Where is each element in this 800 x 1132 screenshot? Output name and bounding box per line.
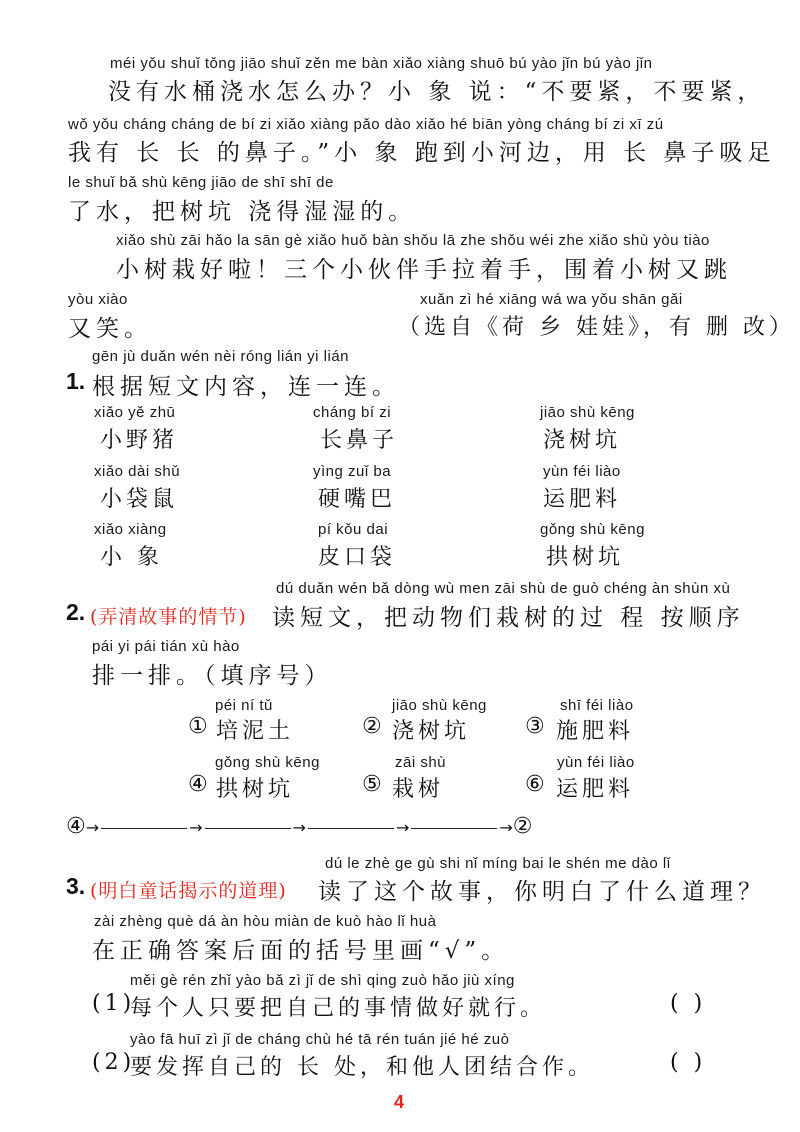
q2-option: 拱树坑 [216, 777, 295, 802]
q1-item-pinyin: yùn féi liào [543, 463, 621, 480]
q3-number: 3. [66, 873, 86, 899]
story-line5-pinyin: yòu xiào [68, 291, 128, 308]
q3-choice-bracket[interactable]: ( ) [670, 991, 707, 1016]
q2-number: 2. [66, 599, 86, 625]
q3-choice-label: (1) [92, 991, 136, 1016]
q2-option-pinyin: zāi shù [395, 754, 447, 771]
story-line2: 我有 长 长 的鼻子。”小 象 跑到小河边，用 长 鼻子吸足 [68, 140, 776, 166]
q2-option: 运肥料 [556, 777, 635, 802]
q2-text-line2: 排一排。（填序号） [92, 663, 333, 689]
q2-option: 浇树坑 [392, 719, 471, 744]
page-number: 4 [394, 1092, 405, 1112]
sequence-blank[interactable] [411, 828, 497, 829]
q1-item[interactable]: 小 象 [100, 545, 163, 570]
q1-item[interactable]: 小袋鼠 [100, 487, 179, 512]
story-line1-pinyin: méi yǒu shuǐ tǒng jiāo shuǐ zěn me bàn xiǎo xiàng shuō bú yào jǐn bú yào jǐn [110, 55, 653, 72]
story-line1: 没有水桶浇水怎么办？小 象 说：“不要紧，不要紧， [108, 79, 766, 105]
q3-text-line2: 在正确答案后面的括号里画“√”。 [92, 938, 510, 964]
q2-text-line1: 读短文，把动物们栽树的过 程 按顺序 [272, 605, 745, 631]
q1-item-pinyin: gǒng shù kēng [540, 521, 645, 538]
q2-tag: (弄清故事的情节) [90, 606, 247, 628]
q2-option: 施肥料 [556, 719, 635, 744]
q1-item-pinyin: xiǎo dài shǔ [94, 463, 181, 480]
q1-item[interactable]: 皮口袋 [318, 545, 397, 570]
q1-item-pinyin: pí kǒu dai [318, 521, 389, 538]
q1-number: 1. [66, 368, 86, 394]
arrow-icon: → [292, 818, 306, 837]
q3-choice-label: (2) [92, 1050, 136, 1075]
source-pinyin: xuǎn zì hé xiāng wá wa yǒu shān gǎi [420, 291, 683, 308]
q1-text: 根据短文内容，连一连。 [92, 374, 400, 400]
sequence-blank[interactable] [101, 828, 187, 829]
q1-item[interactable]: 浇树坑 [543, 428, 622, 453]
q2-option-mark: ② [362, 714, 382, 739]
q2-pinyin-line1: dú duǎn wén bǎ dòng wù men zāi shù de guò chéng àn shùn xù [276, 580, 731, 597]
q1-item[interactable]: 小野猪 [100, 428, 179, 453]
q3-choice-text: 每个人只要把自己的事情做好就行。 [130, 996, 547, 1021]
q2-option-mark: ① [188, 714, 208, 739]
story-line3-pinyin: le shuǐ bǎ shù kēng jiāo de shī shī de [68, 174, 334, 191]
q2-option: 培泥土 [216, 719, 295, 744]
story-line5: 又笑。 [68, 316, 152, 342]
q2-option-pinyin: shī féi liào [560, 697, 634, 714]
arrow-icon: → [85, 818, 100, 837]
arrow-icon: → [499, 818, 513, 837]
q2-option-mark: ③ [525, 714, 545, 739]
q3-choice-bracket[interactable]: ( ) [670, 1050, 707, 1075]
q2-option-pinyin: jiāo shù kēng [392, 697, 487, 714]
q3-pinyin-line2: zài zhèng què dá àn hòu miàn de kuò hào lǐ huà [94, 913, 437, 930]
q2-sequence [66, 814, 533, 839]
q1-item-pinyin: xiǎo yě zhū [94, 404, 176, 421]
q3-choice-pinyin: měi gè rén zhǐ yào bǎ zì jǐ de shì qing zuò hǎo jiù xíng [130, 972, 515, 989]
q2-option-mark: ⑥ [525, 772, 545, 797]
q3-text-line1: 读了这个故事，你明白了什么道理？ [318, 879, 766, 905]
story-line4-pinyin: xiǎo shù zāi hǎo la sān gè xiǎo huǒ bàn shǒu lā zhe shǒu wéi zhe xiǎo shù yòu tiào [116, 232, 710, 249]
q2-pinyin-line2: pái yi pái tián xù hào [92, 638, 240, 655]
q2-option-mark: ④ [188, 772, 208, 797]
q1-item-pinyin: jiāo shù kēng [540, 404, 635, 421]
story-line4: 小树栽好啦！三个小伙伴手拉着手，围着小树又跳 [116, 257, 732, 283]
q2-option-mark: ⑤ [362, 772, 382, 797]
q1-item-pinyin: cháng bí zi [313, 404, 392, 421]
story-line2-pinyin: wǒ yǒu cháng cháng de bí zi xiǎo xiàng pǎo dào xiǎo hé biān yòng cháng bí zi xī zú [68, 116, 664, 133]
arrow-icon: → [395, 818, 410, 837]
q2-option-pinyin: gǒng shù kēng [215, 754, 320, 771]
q1-item-pinyin: xiǎo xiàng [94, 521, 167, 538]
q2-option: 栽树 [392, 777, 445, 802]
q2-option-pinyin: péi ní tǔ [215, 697, 273, 714]
q1-item[interactable]: 拱树坑 [546, 545, 625, 570]
sequence-start: ④ [66, 814, 86, 839]
q3-choice-pinyin: yào fā huī zì jǐ de cháng chù hé tā rén tuán jié hé zuò [130, 1031, 510, 1048]
q3-tag: (明白童话揭示的道理) [90, 880, 287, 902]
story-line3: 了水，把树坑 浇得湿湿的。 [68, 199, 417, 225]
q1-item[interactable]: 硬嘴巴 [318, 487, 397, 512]
q1-pinyin: gēn jù duǎn wén nèi róng lián yi lián [92, 348, 349, 365]
sequence-blank[interactable] [308, 828, 394, 829]
q1-item[interactable]: 运肥料 [543, 487, 622, 512]
q1-item[interactable]: 长鼻子 [320, 428, 399, 453]
q3-pinyin-line1: dú le zhè ge gù shi nǐ míng bai le shén me dào lǐ [325, 855, 671, 872]
source-citation: （选自《荷 乡 娃娃》，有 删 改） [398, 315, 795, 340]
q1-item-pinyin: yìng zuǐ ba [313, 463, 392, 480]
arrow-icon: → [189, 818, 203, 837]
sequence-blank[interactable] [205, 828, 291, 829]
q2-option-pinyin: yùn féi liào [557, 754, 635, 771]
q3-choice-text: 要发挥自己的 长 处，和他人团结合作。 [130, 1055, 594, 1080]
sequence-end: ② [512, 814, 533, 839]
